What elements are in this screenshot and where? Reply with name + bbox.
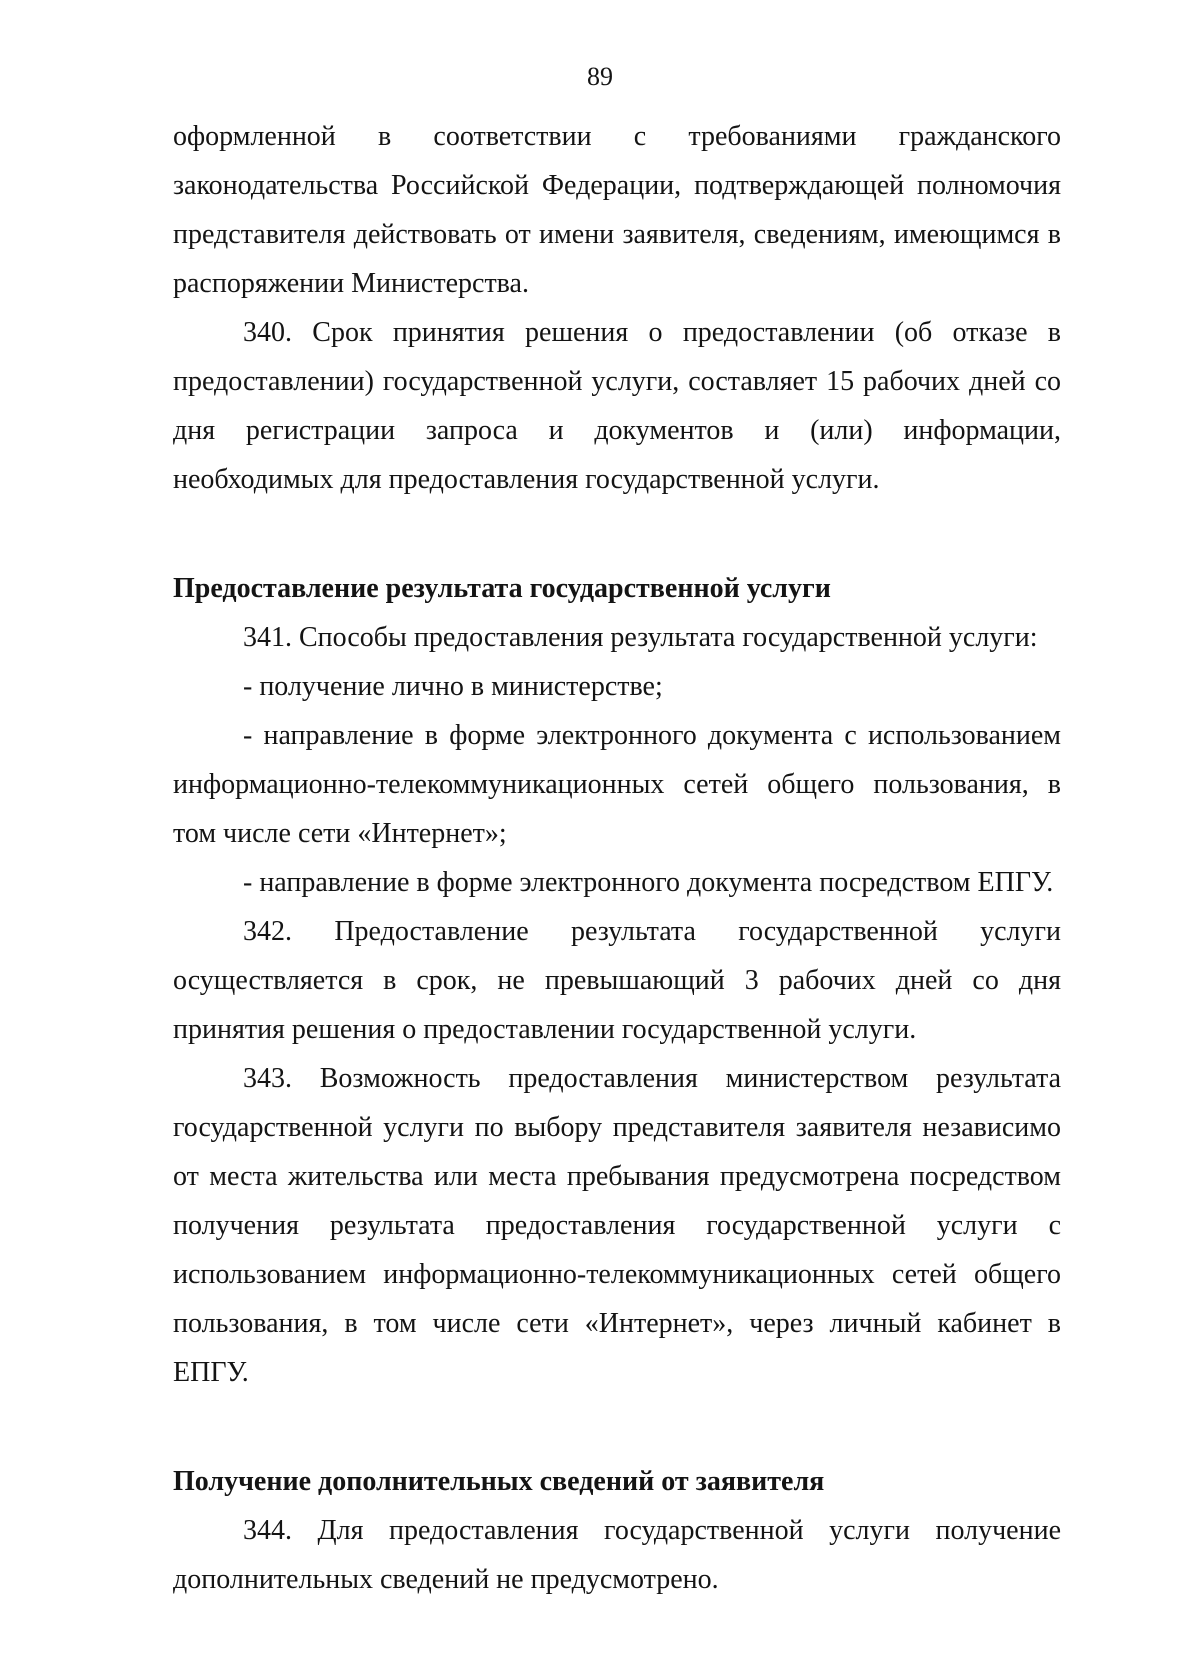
section-heading-result: Предоставление результата государственной услуги (173, 573, 831, 604)
list-item-electronic-internet: - направление в форме электронного документа с использованием информационно-телекоммуникационных сетей общего пользования, в том числе сети «Интернет»; (173, 720, 1061, 849)
list-item-electronic-epgu: - направление в форме электронного документа посредством ЕПГУ. (243, 867, 1054, 898)
page-number: 89 (587, 62, 613, 91)
paragraph-342: 342. Предоставление результата государственной услуги осуществляется в срок, не превышающий 3 рабочих дней со дня принятия решения о предоставлении государственной услуги. (173, 916, 1061, 1045)
section-spacer (173, 504, 1061, 564)
paragraph-341: 341. Способы предоставления результата государственной услуги: (243, 622, 1038, 653)
section-spacer (173, 1397, 1061, 1457)
section-heading-additional-info: Получение дополнительных сведений от заявителя (173, 1466, 825, 1497)
paragraph-343: 343. Возможность предоставления министерством результата государственной услуги по выбору представителя заявителя независимо от места жительства или места пребывания предусмотрена посредством получения результата предоставления государственной услуги с использованием информационно-телекоммуникационных сетей общего пользования, в том числе сети «Интернет», через личный кабинет в ЕПГУ. (173, 1063, 1061, 1388)
paragraph-344: 344. Для предоставления государственной услуги получение дополнительных сведений не предусмотрено. (173, 1515, 1061, 1595)
paragraph-continuation: оформленной в соответствии с требованиями гражданского законодательства Российской Федерации, подтверждающей полномочия представителя действовать от имени заявителя, сведениям, имеющимся в распоряжении Министерства. (173, 121, 1061, 299)
document-body (173, 112, 1061, 1604)
list-item-in-person: - получение лично в министерстве; (243, 671, 663, 702)
paragraph-340: 340. Срок принятия решения о предоставлении (об отказе в предоставлении) государственной услуги, составляет 15 рабочих дней со дня регистрации запроса и документов и (или) информации, необходимых для предоставления государственной услуги. (173, 317, 1061, 495)
